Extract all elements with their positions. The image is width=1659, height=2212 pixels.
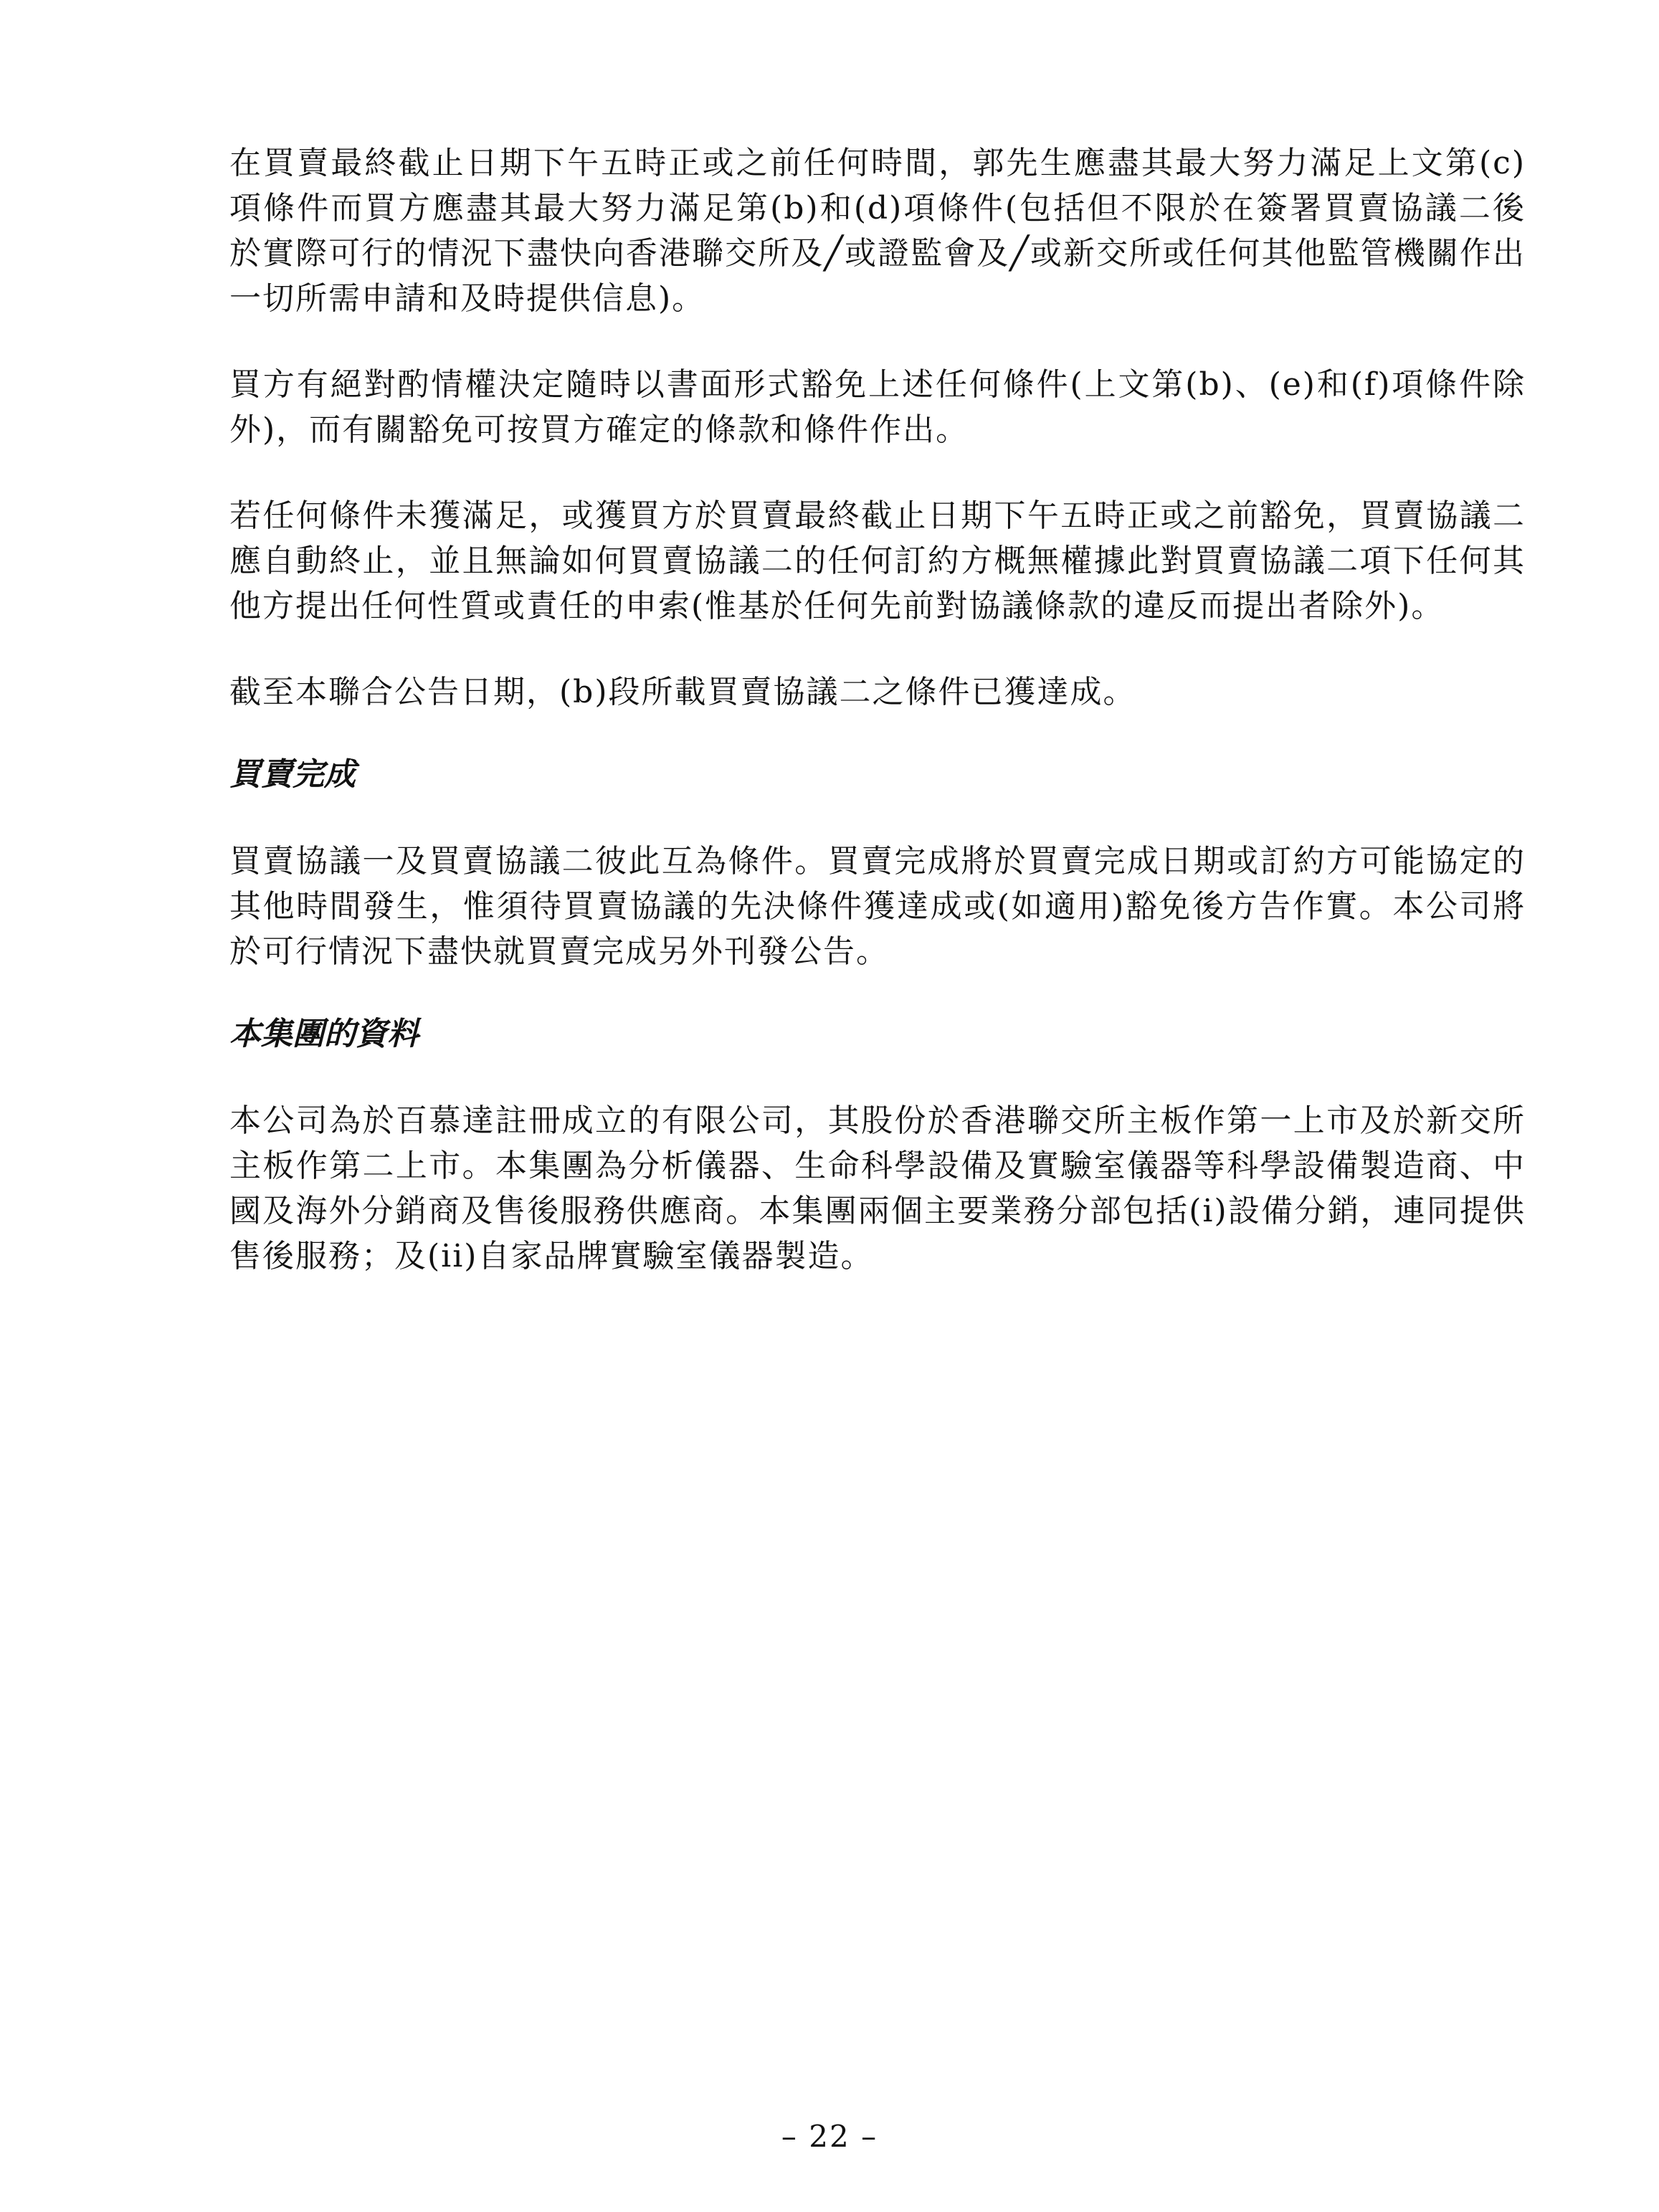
paragraph-condition-status: 截至本聯合公告日期，(b)段所載買賣協議二之條件已獲達成。 [229, 674, 1136, 710]
heading-completion: 買賣完成 [229, 756, 356, 793]
paragraph-conditions-efforts: 在買賣最終截止日期下午五時正或之前任何時間，郭先生應盡其最大努力滿足上文第(c)項條件而買方應盡其最大努力滿足第(b)和(d)項條件(包括但不限於在簽署買賣協議二後於實際可行的情況下盡快向香港聯交所及╱或證監會及╱或新交所或任何其他監管機關作出一切所需申請和及時提供信息)。 [229, 145, 1526, 317]
paragraph-waiver: 買方有絕對酌情權決定隨時以書面形式豁免上述任何條件(上文第(b)、(e)和(f)項條件除外)，而有關豁免可按買方確定的條款和條件作出。 [229, 366, 1526, 448]
page-number: – 22 – [781, 2119, 878, 2154]
heading-group-info: 本集團的資料 [229, 1016, 419, 1052]
paragraph-group-info: 本公司為於百慕達註冊成立的有限公司，其股份於香港聯交所主板作第一上市及於新交所主板作第二上市。本集團為分析儀器、生命科學設備及實驗室儀器等科學設備製造商、中國及海外分銷商及售後服務供應商。本集團兩個主要業務分部包括(i)設備分銷，連同提供售後服務；及(ii)自家品牌實驗室儀器製造。 [229, 1102, 1526, 1274]
document-body [229, 140, 1526, 1279]
paragraph-completion: 買賣協議一及買賣協議二彼此互為條件。買賣完成將於買賣完成日期或訂約方可能協定的其他時間發生，惟須待買賣協議的先決條件獲達成或(如適用)豁免後方告作實。本公司將於可行情況下盡快就買賣完成另外刊發公告。 [229, 843, 1526, 970]
paragraph-termination: 若任何條件未獲滿足，或獲買方於買賣最終截止日期下午五時正或之前豁免，買賣協議二應自動終止，並且無論如何買賣協議二的任何訂約方概無權據此對買賣協議二項下任何其他方提出任何性質或責任的申索(惟基於任何先前對協議條款的違反而提出者除外)。 [229, 497, 1526, 624]
